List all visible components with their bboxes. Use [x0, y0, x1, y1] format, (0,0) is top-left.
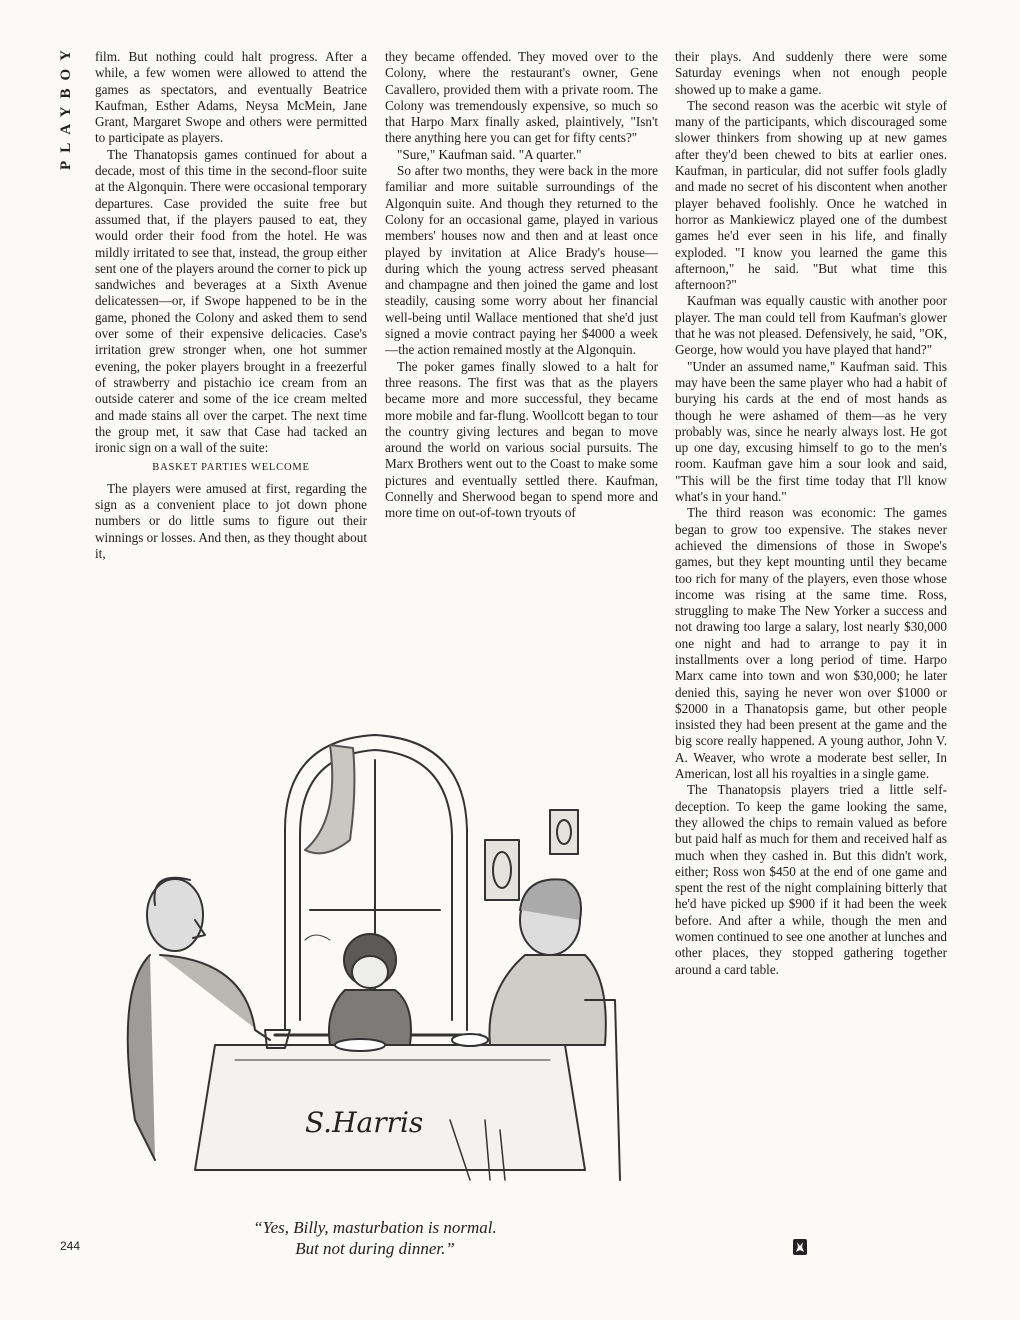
paragraph: The Thanatopsis games continued for about a decade, most of this time in the second-floor suite at the Algonquin. There were occasional temporary departures. Case provided the suite free but assumed that, if the players paused to eat, they would order their food from the hotel. He was mildly irritated to see that, instead, the group either sent one of the players around the corner to pick up sandwiches and beverages at a Sixth Avenue delicatessen—or, if Swope happened to be in the game, phoned the Colony and asked them to send over some of their expensive delicacies. Case's irritation grew stronger when, one hot summer evening, the poker players brought in a freezerful of strawberry and pistachio ice cream from an outside caterer and some of the ice cream melted and made stains all over the carpet. The next time the group met, it saw that Case had tacked an ironic sign on a wall of the suite: [95, 146, 367, 456]
caption-line: But not during dinner.” [295, 1239, 455, 1258]
article-column-2 [385, 49, 658, 522]
cartoon-caption [95, 1217, 655, 1259]
paragraph: "Under an assumed name," Kaufman said. This may have been the same player who had a habit of burying his cards at the end of most hands as though he were ashamed of them—as he very probably was, since he nearly always lost. He got up one day, excusing himself to go to the men's room. Kaufman gave him a sour look and said, "This will be the first time today that I'll know what's in your hand." [675, 358, 947, 505]
article-column-1 [95, 49, 367, 562]
magazine-name: PLAYBOY [58, 42, 74, 170]
caption-line: “Yes, Billy, masturbation is normal. [253, 1218, 497, 1237]
cartoon-illustration [95, 700, 655, 1210]
page-number: 244 [60, 1239, 81, 1253]
paragraph: Kaufman was equally caustic with another poor player. The man could tell from Kaufman's glower that he was not pleased. Defensively, he said, "OK, George, how would you have played that hand?" [675, 293, 947, 358]
sign-text: BASKET PARTIES WELCOME [152, 462, 310, 474]
playboy-bunny-icon [793, 1239, 807, 1255]
paragraph: The players were amused at first, regarding the sign as a convenient place to jot down phone numbers or do little sums to figure out their winnings or losses. And then, as they thought about it, [95, 480, 367, 561]
paragraph: So after two months, they were back in the more familiar and more suitable surroundings of the Algonquin suite. And though they returned to the Colony for an occasional game, played in various members' houses now and then and at least once played by invitation at Alice Brady's house—during which the young actress served pheasant and champagne and then joined the game and lost steadily, causing some worry about her financial well-being until Wallace mentioned that she'd just signed a movie contract paying her $4000 a week—the action remained mostly at the Algonquin. [385, 163, 658, 358]
paragraph: The Thanatopsis players tried a little self-deception. To keep the game looking the same, they allowed the chips to remain valued as before but paid half as much for them and received half as much when they cashed in. But this didn't work, either; Ross won $450 at the end of one game and spent the rest of the night complaining bitterly that he'd have picked up $900 if it had been the week before. And after a while, though the men and women continued to see one another at lunches and other places, they stopped gathering together around a card table. [675, 782, 947, 977]
paragraph: The poker games finally slowed to a halt for three reasons. The first was that as the players became more and more successful, they became more mobile and far-flung. Woollcott began to tour the country giving lectures and began to move around the world on various social pursuits. The Marx Brothers went out to the Coast to make some pictures and eventually settled there. Kaufman, Connelly and Sherwood began to spend more and more time on out-of-town tryouts of [385, 358, 658, 521]
paragraph: The third reason was economic: The games began to grow too expensive. The stakes never achieved the dimensions of those in Swope's games, but they kept mounting until they became too rich for many of the players, even those whose income was rising at the same time. Ross, struggling to make The New Yorker a success and not drawing too large a salary, lost nearly $30,000 one night and had to arrange to pay it in installments over a long period of time. Harpo Marx came into town and won $30,000; he later denied this, saying he never won over $1000 or $2000 in a Thanatopsis game, but other people insisted they had been present at the game and the big score really happened. A young author, John V. A. Weaver, who wrote a moderate best seller, In American, lost all his royalties in a single game. [675, 505, 947, 782]
paragraph: "Sure," Kaufman said. "A quarter." [397, 146, 582, 162]
article-column-3 [675, 49, 947, 978]
paragraph: their plays. And suddenly there were some Saturday evenings when not enough people showed up to make a game. [675, 49, 947, 97]
paragraph: The second reason was the acerbic wit style of many of the participants, which discouraged some slower thinkers from showing up at new games after they'd been chewed to bits at earlier ones. Kaufman, in particular, did not suffer fools gladly and made no secret of his discontent when another player behaved foolishly. Once he watched in horror as Mankiewicz played one of the dumbest games he'd ever seen in his life, and finally exploded. "I know you learned the game this afternoon," he said. "But what time this afternoon?" [675, 97, 947, 293]
cartoonist-signature: S.Harris [305, 1106, 424, 1139]
paragraph: film. But nothing could halt progress. After a while, a few women were allowed to attend the games as spectators, and eventually Beatrice Kaufman, Esther Adams, Neysa McMein, Jane Grant, Margaret Swope and others were permitted to participate as players. [95, 49, 367, 146]
paragraph: they became offended. They moved over to the Colony, where the restaurant's owner, Gene Cavallero, provided them with a private room. The Colony was tremendously expensive, so much so that Harpo Marx finally asked, plaintively, "Isn't there anything here you can get for fifty cents?" [385, 49, 658, 146]
